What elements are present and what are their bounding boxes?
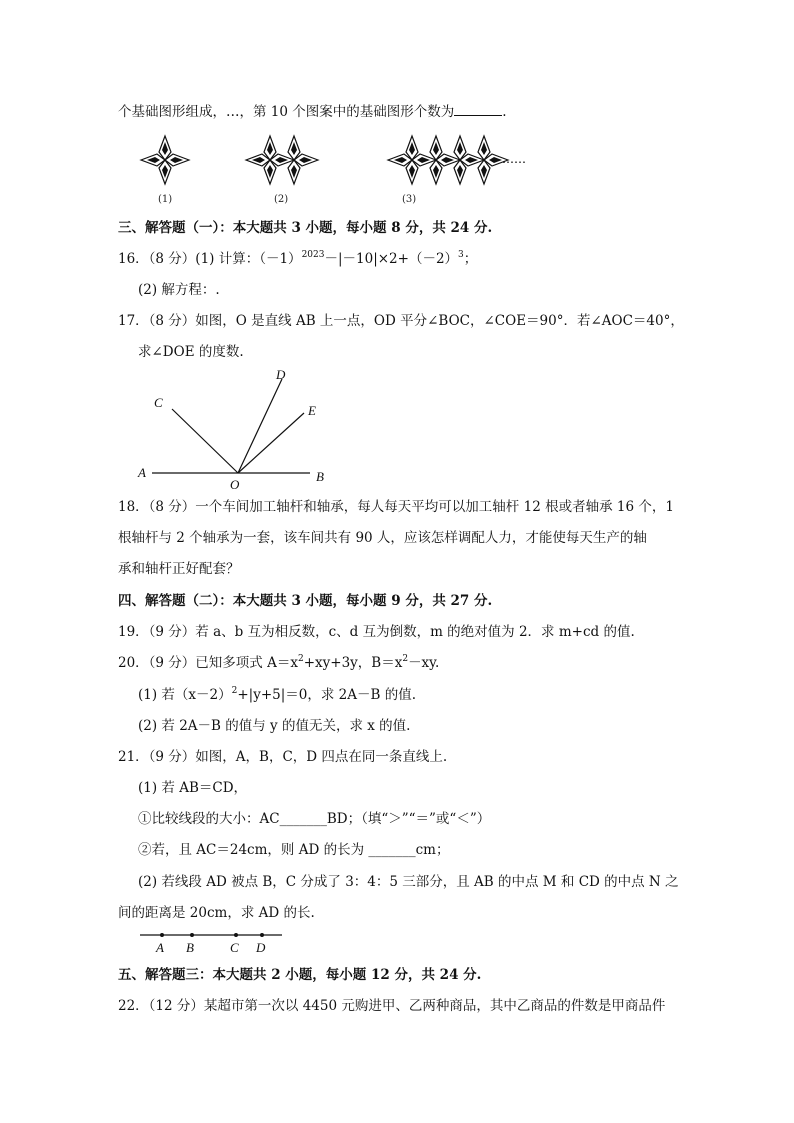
q20-1-prefix: (1) 若（x－2）	[138, 687, 232, 703]
pattern-1	[141, 136, 189, 184]
q17-line-1: 17．（8 分）如图，O 是直线 AB 上一点，OD 平分∠BOC，∠COE＝90°．若∠AOC＝40°，	[118, 313, 684, 329]
point-c	[234, 933, 238, 937]
point-a	[160, 933, 164, 937]
section-3-header: 三、解答题（一）：本大题共 3 小题，每小题 8 分，共 24 分.	[118, 220, 493, 236]
q20-mid: +xy+3y，B＝x	[303, 655, 403, 671]
answer-blank	[454, 103, 502, 116]
segment-figure	[138, 928, 288, 958]
q20-exp-1: 2	[297, 654, 304, 664]
q21-line-5: (2) 若线段 AD 被点 B，C 分成了 3：4：5 三部分，且 AB 的中点 M 和 CD 的中点 N 之	[138, 874, 679, 890]
q15-tail-line	[118, 102, 678, 122]
q20-part-2: (2) 若 2A－B 的值与 y 的值无关，求 x 的值.	[138, 718, 411, 734]
q20-1-exp: 2	[231, 686, 238, 696]
ray-oe	[238, 413, 304, 473]
ray-od	[238, 379, 282, 473]
point-d	[260, 933, 264, 937]
q15-text: 个基础图形组成，…，第 10 个图案中的基础图形个数为	[118, 104, 455, 120]
section-4-header: 四、解答题（二）：本大题共 3 小题，每小题 9 分，共 27 分.	[118, 593, 493, 609]
q16-prefix: 16．（8 分）(1) 计算：（－1）	[118, 251, 302, 267]
pattern-ellipsis: ……	[502, 152, 526, 166]
pattern-2	[246, 136, 318, 184]
q18-line-1: 18．（8 分）一个车间加工轴杆和轴承，每人每天平均可以加工轴杆 12 根或者轴承 16 个，1	[118, 499, 674, 515]
pattern-label-3b: (3)	[402, 194, 417, 205]
point-b	[190, 933, 194, 937]
q21-line-6: 间的距离是 20cm，求 AD 的长.	[118, 905, 315, 921]
q20-end: －xy.	[408, 655, 440, 671]
q20-exp-2: 2	[402, 654, 409, 664]
point-o-label: O	[230, 477, 240, 492]
segment-label-a: A	[156, 940, 164, 955]
q20-prefix: 20．（9 分）已知多项式 A＝x	[118, 655, 298, 671]
point-a-label: A	[138, 465, 146, 480]
q20-1-rest: +|y+5|＝0，求 2A－B 的值.	[237, 687, 417, 703]
q21-line-2: (1) 若 AB＝CD，	[138, 780, 248, 796]
q21-line-4: ②若，且 AC＝24cm，则 AD 的长为 _______cm；	[138, 842, 450, 858]
pattern-label-2: (2)	[274, 194, 289, 205]
q17-line-2: 求∠DOE 的度数.	[138, 344, 244, 360]
point-c-label: C	[154, 395, 163, 410]
point-e-label: E	[308, 403, 316, 418]
q16-line-1	[118, 249, 678, 271]
q16-exponent-2: 3	[458, 250, 464, 260]
pattern-label-1: (1)	[158, 194, 173, 205]
q20-line	[118, 653, 678, 675]
q21-line-3: ①比较线段的大小：AC_______BD；（填“＞”“＝”或“＜”）	[138, 811, 491, 827]
section-5-header: 五、解答题三：本大题共 2 小题，每小题 12 分，共 24 分.	[118, 967, 482, 983]
ray-oc	[172, 409, 238, 473]
q22-line: 22．（12 分）某超市第一次以 4450 元购进甲、乙两种商品，其中乙商品的件数是甲商品件	[118, 998, 666, 1014]
q16-end: ；	[463, 251, 478, 267]
q16-line-2: (2) 解方程：.	[138, 282, 220, 298]
pattern-3	[388, 136, 508, 184]
q15-end: .	[502, 104, 507, 120]
q19-line: 19．（9 分）若 a、b 互为相反数，c、d 互为倒数，m 的绝对值为 2．求 m+cd 的值.	[118, 624, 635, 640]
q16-mid: －|－10|×2+（－2）	[324, 251, 459, 267]
pattern-figures	[130, 128, 550, 210]
segment-label-c: C	[230, 940, 239, 955]
q20-part-1	[138, 685, 698, 707]
segment-label-d: D	[256, 940, 266, 955]
point-d-label: D	[276, 367, 286, 382]
q18-line-2: 根轴杆与 2 个轴承为一套，该车间共有 90 人，应该怎样调配人力，才能使每天生产的轴	[118, 530, 647, 546]
q18-line-3: 承和轴杆正好配套？	[118, 561, 240, 577]
q16-exponent: 2023	[301, 250, 325, 260]
angle-figure	[130, 365, 350, 490]
point-b-label: B	[316, 469, 324, 484]
segment-label-b: B	[186, 940, 194, 955]
q21-line-1: 21．（9 分）如图，A，B，C，D 四点在同一条直线上.	[118, 749, 448, 765]
